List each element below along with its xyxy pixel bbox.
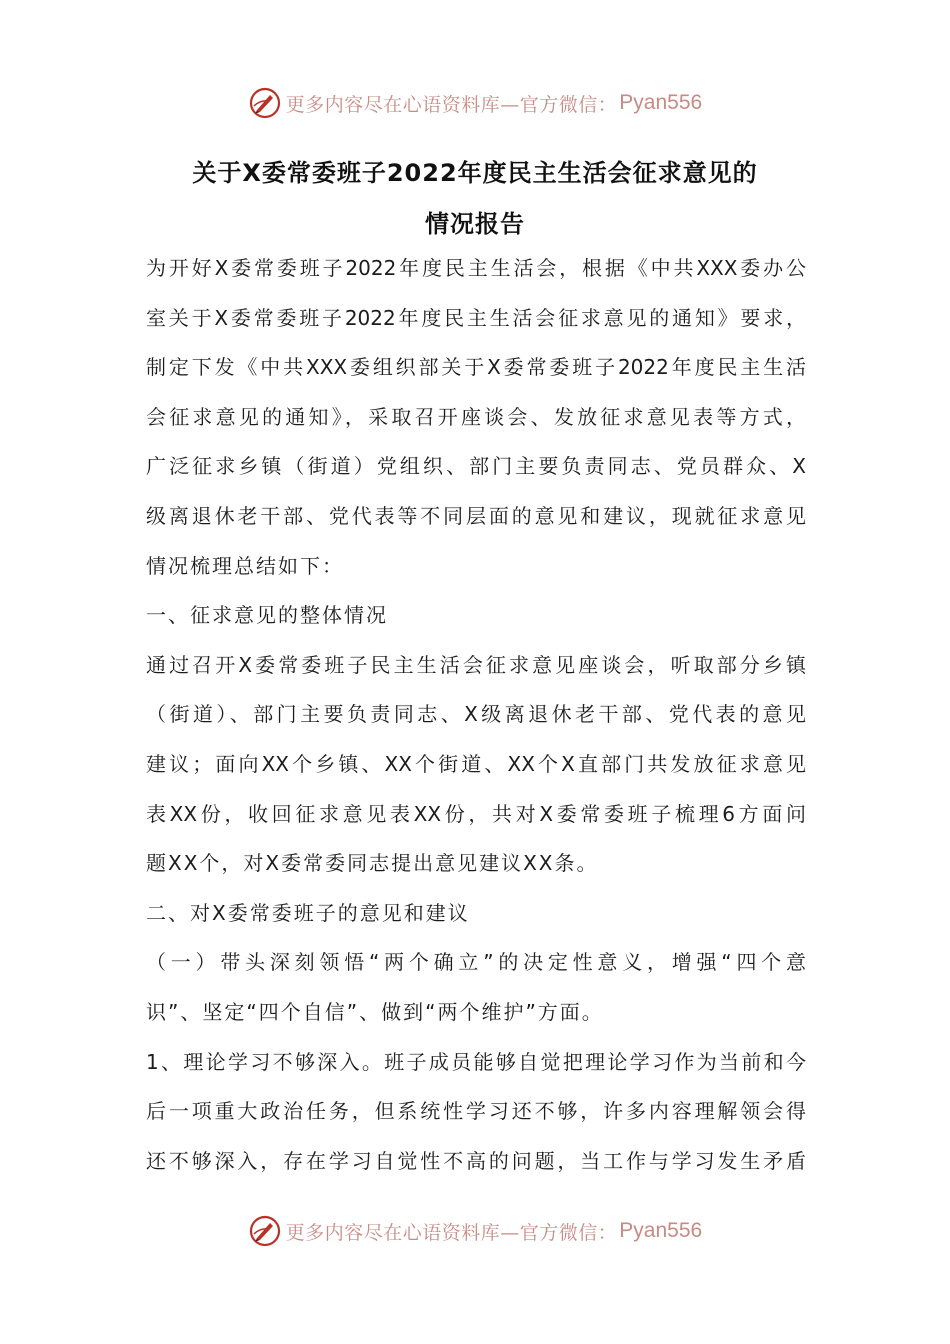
- body-line: 室关于X委常委班子2022年度民主生活会征求意见的通知》要求，: [146, 305, 806, 330]
- watermark-wechat-id: Pyan556: [619, 1219, 703, 1242]
- watermark-header: [0, 83, 950, 123]
- body-line: 题XX个，对X委常委同志提出意见建议XX条。: [146, 851, 599, 876]
- body-line: 还不够深入，存在学习自觉性不高的问题，当工作与学习发生矛盾: [146, 1148, 806, 1173]
- body-line: 后一项重大政治任务，但系统性学习还不够，许多内容理解领会得: [146, 1099, 806, 1124]
- body-line: （街道）、部门主要负责同志、X级离退休老干部、党代表的意见: [146, 702, 806, 727]
- body-line: 会征求意见的通知》，采取召开座谈会、发放征求意见表等方式，: [146, 404, 806, 429]
- body-line: 通过召开X委常委班子民主生活会征求意见座谈会，听取部分乡镇: [146, 652, 806, 677]
- document-title-line1: 关于X委常委班子2022年度民主生活会征求意见的: [192, 159, 758, 187]
- body-line: 表XX份，收回征求意见表XX份，共对X委常委班子梳理6方面问: [146, 801, 806, 826]
- body-line: 制定下发《中共XXX委组织部关于X委常委班子2022年度民主生活: [146, 355, 806, 380]
- section-heading: 一、征求意见的整体情况: [146, 603, 388, 628]
- pen-logo-icon: [248, 1214, 282, 1248]
- section-heading: 二、对X委常委班子的意见和建议: [146, 900, 470, 925]
- pen-logo-icon: [248, 86, 282, 120]
- watermark-text: 更多内容尽在心语资料库—官方微信：: [285, 93, 618, 116]
- body-line: 广泛征求乡镇（街道）党组织、部门主要负责同志、党员群众、X: [146, 454, 806, 479]
- body-line: 级离退休老干部、党代表等不同层面的意见和建议，现就征求意见: [146, 503, 806, 528]
- document-body: [146, 253, 806, 1195]
- body-line: 情况梳理总结如下：: [146, 553, 344, 578]
- watermark-wechat-id: Pyan556: [619, 91, 703, 114]
- watermark-footer: [0, 1211, 950, 1251]
- subsection-heading: （一）带头深刻领悟“两个确立”的决定性意义，增强“四个意: [146, 950, 806, 975]
- body-line: 建议；面向XX个乡镇、XX个街道、XX个X直部门共发放征求意见: [146, 751, 806, 776]
- body-line: 为开好X委常委班子2022年度民主生活会，根据《中共XXX委办公: [146, 256, 806, 280]
- subsection-heading: 识”、坚定“四个自信”、做到“两个维护”方面。: [146, 999, 604, 1024]
- body-line: 1、理论学习不够深入。班子成员能够自觉把理论学习作为当前和今: [146, 1049, 806, 1074]
- document-title-line2: 情况报告: [425, 210, 525, 238]
- watermark-text: 更多内容尽在心语资料库—官方微信：: [285, 1221, 618, 1244]
